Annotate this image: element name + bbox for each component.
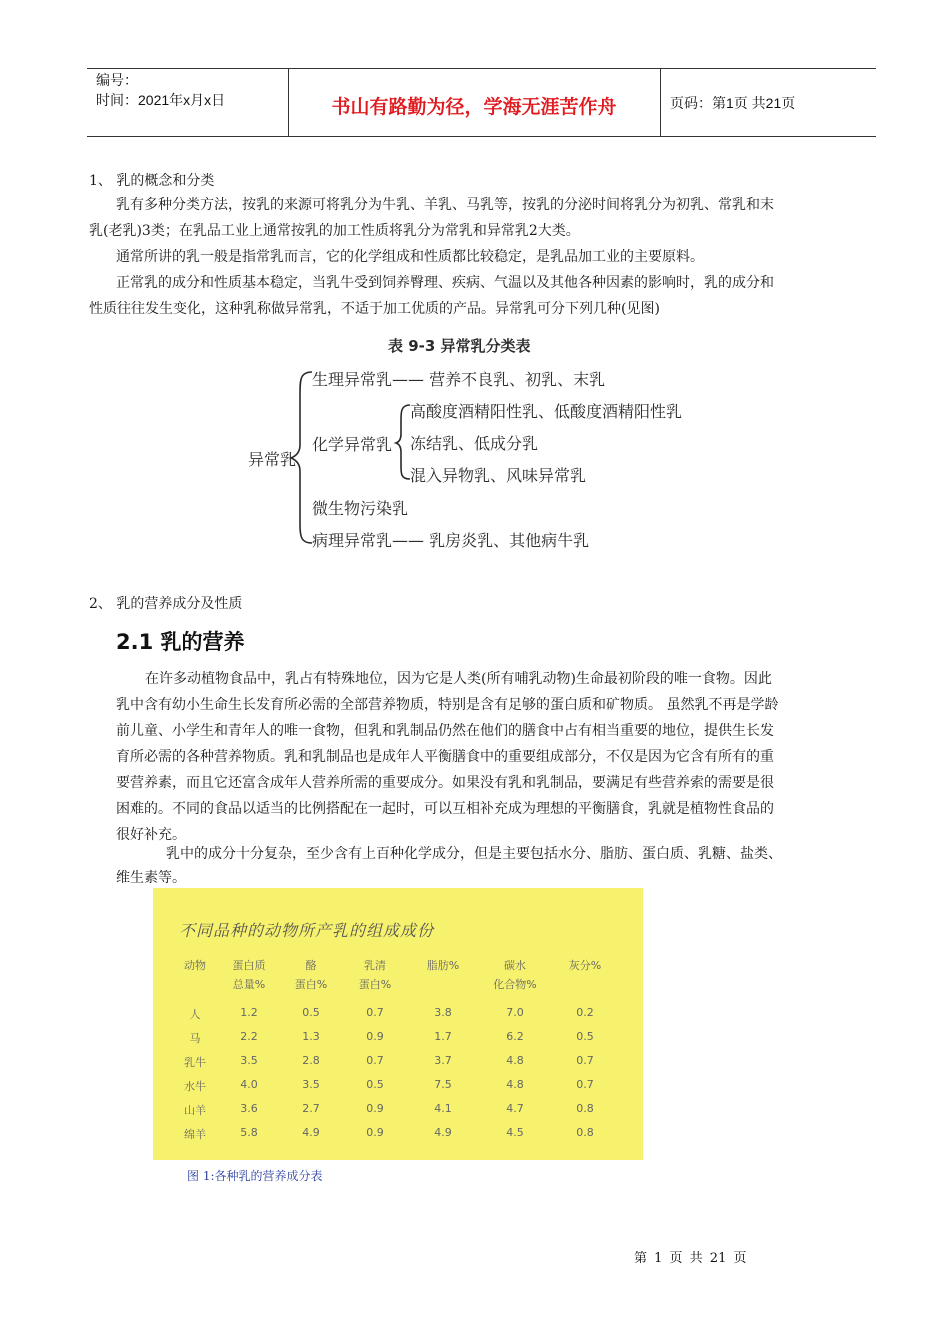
table-header-line: 动物 xyxy=(184,959,206,972)
table-cell: 2.8 xyxy=(302,1054,320,1067)
diagram-branch-microbial: 微生物污染乳 xyxy=(312,499,409,518)
table-cell: 0.8 xyxy=(576,1126,594,1139)
section1-para3-line1: 正常乳的成分和性质基本稳定，当乳牛受到饲养臀理、疾病、气温以及其他各种因素的影响时，乳的成分和 xyxy=(116,275,774,291)
table-cell: 0.9 xyxy=(366,1126,384,1139)
table-cell: 0.8 xyxy=(576,1102,594,1115)
diagram-branch-chemical: 化学异常乳 xyxy=(312,435,393,454)
table-cell: 6.2 xyxy=(506,1030,524,1043)
table-cell: 3.5 xyxy=(302,1078,320,1091)
table-cell: 0.5 xyxy=(576,1030,594,1043)
chem-brace xyxy=(396,405,410,479)
table-cell: 0.2 xyxy=(576,1006,594,1019)
table-header-line: 碳水 xyxy=(504,959,526,972)
table-header-cell xyxy=(415,956,471,994)
table-cell: 4.7 xyxy=(506,1102,524,1115)
nutrition-line: 要营养素，而且它还富含成年人营养所需的重要成分。如果没有乳和乳制品，要满足有些营养索的需要是很 xyxy=(116,775,774,791)
nutrition-line: 困难的。不同的食品以适当的比例搭配在一起时，可以互相补充成为理想的平衡膳食，乳就是植物性食品的 xyxy=(116,801,774,817)
table-cell: 1.3 xyxy=(302,1030,320,1043)
table-cell: 4.5 xyxy=(506,1126,524,1139)
table-cell: 山羊 xyxy=(184,1104,206,1117)
table-header-line: 酪 xyxy=(305,959,317,972)
table-header-line xyxy=(557,975,613,994)
nutrition-line: 很好补充。 xyxy=(116,827,186,843)
table-cell: 7.0 xyxy=(506,1006,524,1019)
table-header-line: 乳清 xyxy=(364,959,386,972)
table-header-line: 蛋白质 xyxy=(232,959,266,972)
table-cell: 2.7 xyxy=(302,1102,320,1115)
table-cell: 4.8 xyxy=(506,1078,524,1091)
section1-para1-line2: 乳(老乳)3类；在乳品工业上通常按乳的加工性质将乳分为常乳和异常乳2大类。 xyxy=(89,223,580,239)
table-cell: 水牛 xyxy=(184,1080,206,1093)
table-cell: 0.9 xyxy=(366,1102,384,1115)
diagram-chem-sub1: 高酸度酒精阳性乳、低酸度酒精阳性乳 xyxy=(410,402,683,421)
table-cell: 4.1 xyxy=(434,1102,452,1115)
table-header-cell xyxy=(283,956,339,994)
nutrition-line: 育所必需的各种营养物质。乳和乳制品也是成年人平衡膳食中的重要组成部分，不仅是因为它含有所有的重 xyxy=(116,749,774,765)
components-line2: 维生素等。 xyxy=(116,870,186,886)
table-cell: 绵羊 xyxy=(184,1128,206,1141)
table-header-cell xyxy=(221,956,277,994)
table-header-cell xyxy=(487,956,543,994)
section1-para1-line1: 乳有多种分类方法，按乳的来源可将乳分为牛乳、羊乳、马乳等，按乳的分泌时间将乳分为初乳、常乳和末 xyxy=(116,197,774,213)
section1-para3-line2: 性质往往发生变化，这种乳称做异常乳，不适于加工优质的产品。异常乳可分下列几种(见图) xyxy=(89,301,660,317)
table-header-line xyxy=(415,975,471,994)
table-header-line xyxy=(167,975,223,994)
table-cell: 3.7 xyxy=(434,1054,452,1067)
table-header-line: 灰分% xyxy=(568,959,602,972)
section1-para2: 通常所讲的乳一般是指常乳而言，它的化学组成和性质都比较稳定，是乳品加工业的主要原料。 xyxy=(116,249,704,265)
table-cell: 马 xyxy=(189,1032,201,1045)
table-header-cell xyxy=(557,956,613,994)
table-cell: 5.8 xyxy=(240,1126,258,1139)
table-cell: 7.5 xyxy=(434,1078,452,1091)
table-cell: 0.7 xyxy=(366,1054,384,1067)
table-cell: 4.0 xyxy=(240,1078,258,1091)
header-page-number: 页码：第1页 共21页 xyxy=(670,95,796,111)
table-cell: 人 xyxy=(189,1008,201,1021)
table-cell: 3.6 xyxy=(240,1102,258,1115)
table-header-line: 脂肪% xyxy=(426,959,460,972)
doc-number: 编号： xyxy=(96,72,138,88)
table-cell: 0.5 xyxy=(302,1006,320,1019)
table-header-cell xyxy=(167,956,223,994)
diagram-chem-sub2: 冻结乳、低成分乳 xyxy=(410,434,539,453)
nutrition-line: 乳中含有幼小生命生长发育所必需的全部营养物质，特别是含有足够的蛋白质和矿物质。 虽然乳不再是学龄 xyxy=(116,697,779,713)
table-cell: 4.9 xyxy=(302,1126,320,1139)
table-header-line: 蛋白% xyxy=(294,978,328,991)
diagram-title: 表 9-3 异常乳分类表 xyxy=(388,337,531,355)
nutrition-line: 在许多动植物食品中，乳占有特殊地位，因为它是人类(所有哺乳动物)生命最初阶段的唯一食物。因此 xyxy=(145,671,772,687)
table-title: 不同品种的动物所产乳的组成成份 xyxy=(179,921,435,940)
nutrition-line: 前儿童、小学生和青年人的唯一食物，但乳和乳制品仍然在他们的膳食中占有相当重要的地位，提供生长发 xyxy=(116,723,774,739)
doc-date: 时间：2021年x月x日 xyxy=(96,92,226,108)
table-header-line: 化合物% xyxy=(493,978,537,991)
diagram-branch-pathological: 病理异常乳—— 乳房炎乳、其他病牛乳 xyxy=(312,531,590,550)
section2-subheading: 2.1 乳的营养 xyxy=(116,630,245,654)
section1-heading: 1、 乳的概念和分类 xyxy=(89,173,215,189)
table-cell: 0.5 xyxy=(366,1078,384,1091)
figure-caption: 图 1:各种乳的营养成分表 xyxy=(187,1169,323,1183)
table-header-line: 蛋白% xyxy=(358,978,392,991)
table-cell: 3.8 xyxy=(434,1006,452,1019)
diagram-chem-sub3: 混入异物乳、风味异常乳 xyxy=(410,466,587,485)
diagram-root: 异常乳 xyxy=(248,450,297,469)
components-line1: 乳中的成分十分复杂，至少含有上百种化学成分，但是主要包括水分、脂肪、蛋白质、乳糖、盐类、 xyxy=(166,846,782,862)
table-cell: 0.7 xyxy=(576,1054,594,1067)
section2-heading: 2、 乳的营养成分及性质 xyxy=(89,596,243,612)
diagram-braces xyxy=(0,0,950,600)
table-cell: 4.9 xyxy=(434,1126,452,1139)
table-cell: 乳牛 xyxy=(184,1056,206,1069)
diagram-branch-physiological: 生理异常乳—— 营养不良乳、初乳、末乳 xyxy=(312,370,606,389)
header-motto: 书山有路勤为径，学海无涯苦作舟 xyxy=(331,96,617,118)
table-cell: 1.7 xyxy=(434,1030,452,1043)
table-header-line: 总量% xyxy=(232,978,266,991)
table-cell: 3.5 xyxy=(240,1054,258,1067)
table-cell: 1.2 xyxy=(240,1006,258,1019)
table-cell: 2.2 xyxy=(240,1030,258,1043)
composition-table-image xyxy=(153,888,643,1160)
page-footer: 第 1 页 共 21 页 xyxy=(634,1251,747,1266)
table-cell: 4.8 xyxy=(506,1054,524,1067)
table-header-cell xyxy=(347,956,403,994)
table-cell: 0.7 xyxy=(366,1006,384,1019)
table-cell: 0.9 xyxy=(366,1030,384,1043)
table-cell: 0.7 xyxy=(576,1078,594,1091)
